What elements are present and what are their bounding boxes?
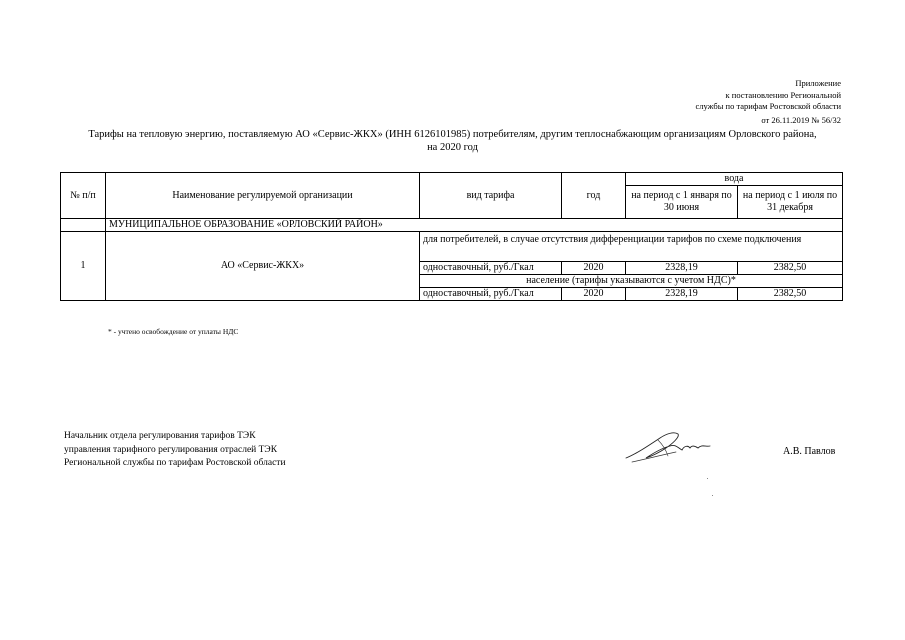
- appendix-line-2: к постановлению Региональной: [725, 89, 841, 100]
- signatory-line-3: Региональной службы по тарифам Ростовской области: [64, 458, 286, 468]
- group-2-value-1: 2328,19: [626, 288, 738, 301]
- appendix-header: [541, 78, 841, 126]
- municipality-row: [61, 219, 843, 232]
- group-1-type: одноставочный, руб./Гкал: [420, 262, 562, 275]
- scan-speck: [712, 495, 713, 496]
- group-1-label-row: [61, 232, 843, 262]
- signatory-line-2: управления тарифного регулирования отраслей ТЭК: [64, 444, 278, 455]
- header-tariff-type: вид тарифа: [420, 173, 562, 219]
- footnote: * - учтено освобождение от уплаты НДС: [108, 327, 239, 336]
- header-org: Наименование регулируемой организации: [106, 173, 420, 219]
- appendix-line-1: Приложение: [795, 78, 841, 88]
- signatory-name: А.В. Павлов: [783, 446, 836, 457]
- group-1-year: 2020: [562, 262, 626, 275]
- municipality-label: МУНИЦИПАЛЬНОЕ ОБРАЗОВАНИЕ «ОРЛОВСКИЙ РАЙОН»: [106, 219, 843, 232]
- appendix-line-4: от 26.11.2019 № 56/32: [761, 114, 841, 125]
- group-1-value-2: 2382,50: [738, 262, 843, 275]
- header-period-2: на период с 1 июля по 31 декабря: [738, 186, 843, 219]
- signatory-line-1: Начальник отдела регулирования тарифов ТЭК: [64, 431, 256, 441]
- row-num: 1: [61, 232, 106, 301]
- handwritten-signature: [622, 428, 714, 466]
- group-2-label: население (тарифы указываются с учетом НДС)*: [420, 275, 843, 288]
- document-title: [60, 128, 845, 154]
- title-line-2: на 2020 год: [427, 142, 478, 153]
- municipality-blank: [61, 219, 106, 232]
- group-1-value-1: 2328,19: [626, 262, 738, 275]
- group-1-label: для потребителей, в случае отсутствия дифференциации тарифов по схеме подключения: [420, 232, 843, 262]
- header-row-1: [61, 173, 843, 186]
- title-line-1: Тарифы на тепловую энергию, поставляемую АО «Сервис-ЖКХ» (ИНН 6126101985) потребителям, другим теплоснабжающим организациям Орловского района,: [88, 129, 817, 140]
- appendix-line-3: службы по тарифам Ростовской области: [695, 101, 841, 111]
- scan-speck: [707, 478, 708, 479]
- row-org: АО «Сервис-ЖКХ»: [106, 232, 420, 301]
- header-num: № п/п: [61, 173, 106, 219]
- header-period-1: на период с 1 января по 30 июня: [626, 186, 738, 219]
- group-2-value-2: 2382,50: [738, 288, 843, 301]
- signatory-block: [64, 430, 286, 471]
- header-water: вода: [626, 173, 843, 186]
- tariff-table: [60, 172, 843, 301]
- header-year: год: [562, 173, 626, 219]
- group-2-type: одноставочный, руб./Гкал: [420, 288, 562, 301]
- group-2-year: 2020: [562, 288, 626, 301]
